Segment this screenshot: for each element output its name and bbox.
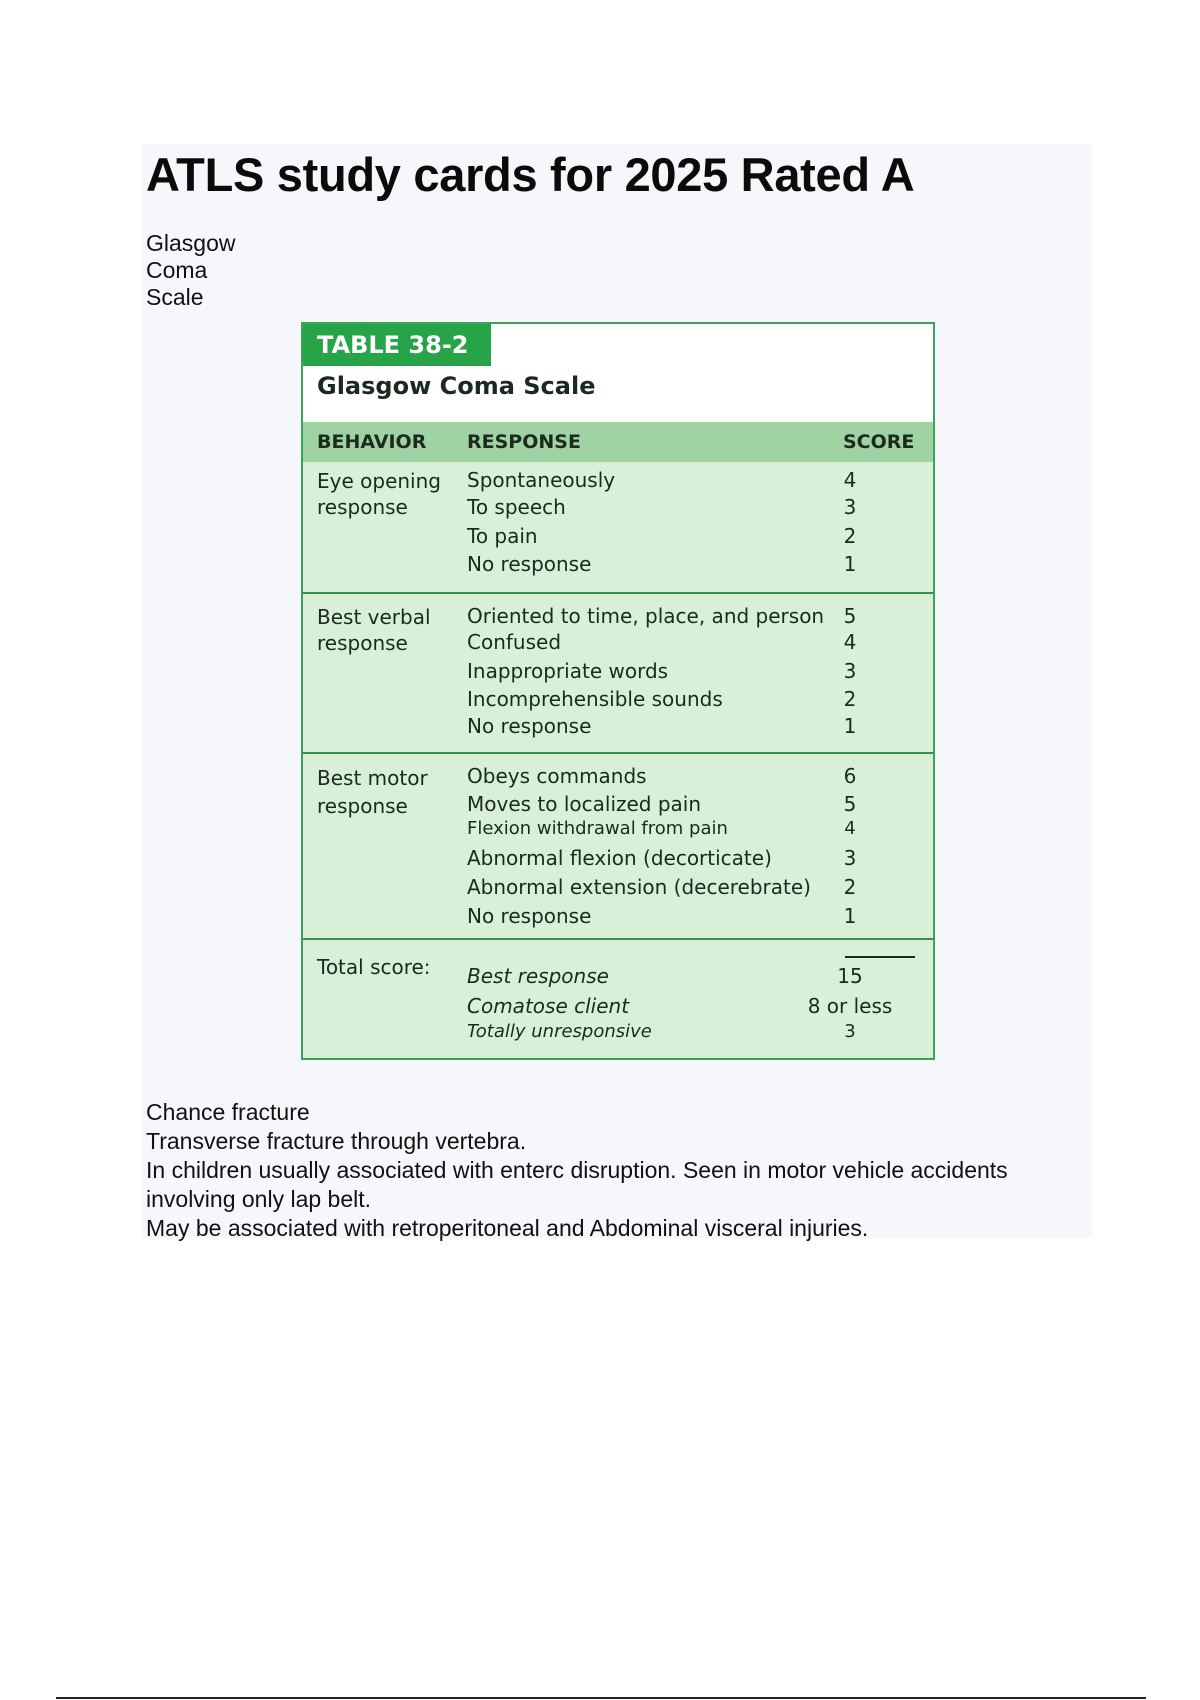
note-line: involving only lap belt. (146, 1186, 372, 1212)
table-row (467, 1021, 917, 1049)
score-value: 2 (843, 524, 857, 548)
behavior-label: Eye opening response (317, 469, 441, 519)
header-behavior: BEHAVIOR (317, 431, 427, 453)
table-row (467, 468, 917, 496)
note-line: Chance fracture (146, 1099, 310, 1125)
table-row (467, 714, 917, 742)
score-value: 2 (843, 687, 857, 711)
score-value: 15 (837, 964, 863, 988)
score-value: 3 (843, 846, 857, 870)
score-value: 5 (843, 604, 857, 628)
response-text: No response (467, 714, 592, 738)
table-row (467, 792, 917, 820)
response-text: Flexion withdrawal from pain (467, 818, 728, 839)
score-value: 4 (843, 630, 857, 654)
response-text: Spontaneously (467, 468, 616, 492)
table-row (467, 875, 917, 903)
response-text: To speech (467, 495, 566, 519)
score-value: 4 (843, 468, 857, 492)
table-row (467, 495, 917, 523)
score-value: 1 (843, 904, 857, 928)
verbal-response-group (303, 594, 933, 754)
table-row (467, 818, 917, 846)
response-text: Confused (467, 630, 562, 654)
intro-line: Scale (146, 284, 204, 310)
footer-divider (56, 1697, 1146, 1699)
intro-text (146, 230, 235, 311)
table-row (467, 764, 917, 792)
note-line: In children usually associated with enterc disruption. Seen in motor vehicle accidents (146, 1157, 1008, 1183)
table-row (467, 630, 917, 658)
notes-section (146, 1098, 1086, 1243)
score-value: 3 (843, 659, 857, 683)
score-value: 5 (843, 792, 857, 816)
score-value: 3 (844, 1021, 856, 1042)
table-row (467, 524, 917, 552)
score-value: 1 (843, 552, 857, 576)
response-text: Abnormal flexion (decorticate) (467, 846, 772, 870)
response-text: Moves to localized pain (467, 792, 702, 816)
response-text: No response (467, 904, 592, 928)
table-row (467, 552, 917, 580)
eye-opening-group (303, 462, 933, 594)
table-header-row (303, 422, 933, 462)
response-text: Abnormal extension (decerebrate) (467, 875, 811, 899)
score-value: 4 (844, 818, 856, 839)
table-row (467, 964, 917, 992)
score-value: 1 (843, 714, 857, 738)
response-text: Comatose client (467, 994, 630, 1018)
header-response: RESPONSE (467, 431, 581, 453)
behavior-label: Best verbal response (317, 605, 431, 655)
total-score-group (303, 940, 933, 1058)
score-value: 2 (843, 875, 857, 899)
table-number-tag: TABLE 38-2 (303, 324, 491, 366)
table-row (467, 659, 917, 687)
score-value: 8 or less (807, 994, 893, 1018)
response-text: Totally unresponsive (467, 1021, 652, 1042)
behavior-label: Best motor response (317, 766, 428, 818)
response-text: Obeys commands (467, 764, 647, 788)
table-title: Glasgow Coma Scale (317, 372, 596, 400)
motor-response-group (303, 754, 933, 940)
note-line: Transverse fracture through vertebra. (146, 1128, 527, 1154)
table-row (467, 994, 917, 1022)
intro-line: Glasgow (146, 230, 236, 256)
header-score: SCORE (843, 431, 915, 453)
note-line: May be associated with retroperitoneal and Abdominal visceral injuries. (146, 1215, 869, 1241)
document-title: ATLS study cards for 2025 Rated A (146, 148, 915, 201)
response-text: No response (467, 552, 592, 576)
table-row (467, 687, 917, 715)
table-row (467, 904, 917, 932)
score-divider (845, 956, 915, 958)
table-row (467, 604, 917, 632)
intro-line: Coma (146, 257, 208, 283)
glasgow-coma-scale-table (301, 322, 935, 1060)
score-value: 3 (843, 495, 857, 519)
response-text: Inappropriate words (467, 659, 669, 683)
table-body (303, 462, 933, 1058)
response-text: Incomprehensible sounds (467, 687, 723, 711)
score-value: 6 (843, 764, 857, 788)
behavior-label: Total score: (317, 955, 431, 979)
response-text: Best response (467, 964, 609, 988)
response-text: To pain (467, 524, 538, 548)
table-row (467, 846, 917, 874)
response-text: Oriented to time, place, and person (467, 604, 825, 628)
